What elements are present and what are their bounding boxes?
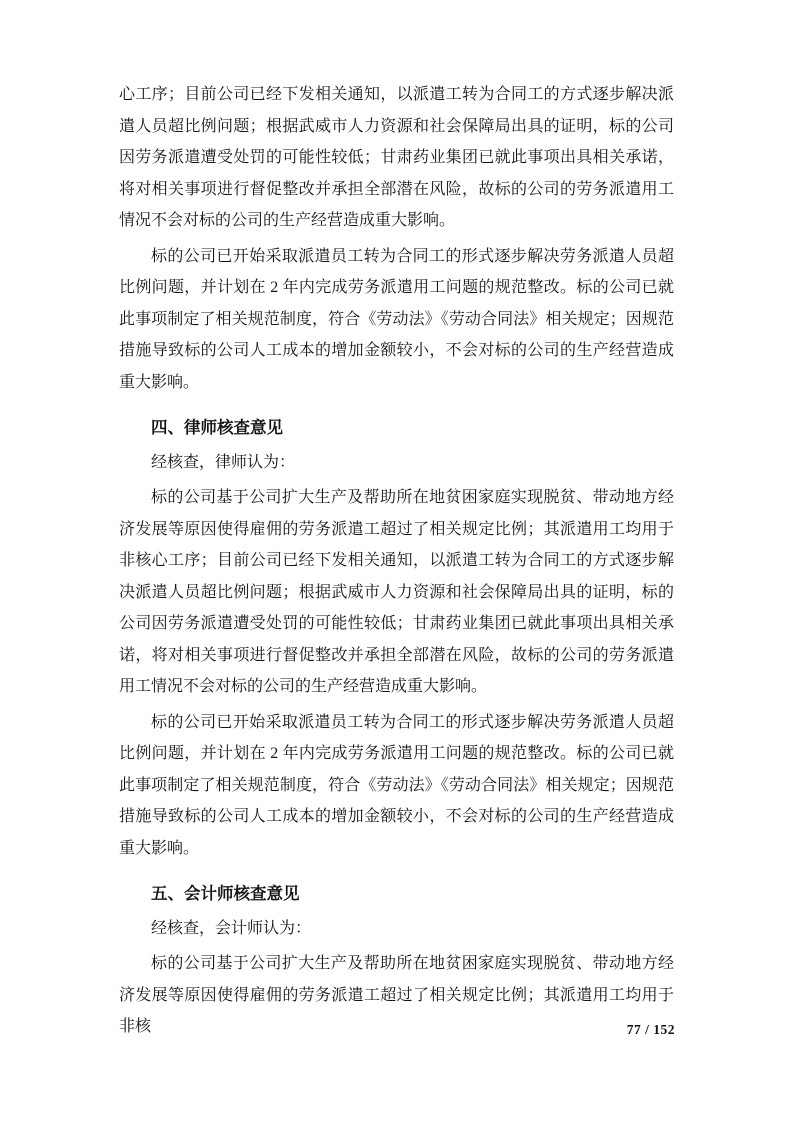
- body-paragraph-summary-continuation: 心工序；目前公司已经下发相关通知，以派遣工转为合同工的方式逐步解决派遣人员超比例问题；根据武威市人力资源和社会保障局出具的证明，标的公司因劳务派遣遭受处罚的可能性较低；甘肃药业集团已就此事项出具相关承诺，将对相关事项进行督促整改并承担全部潜在风险，故标的公司的劳务派遣用工情况不会对标的公司的生产经营造成重大影响。: [119, 86, 674, 229]
- page-number: 77 / 152: [626, 1022, 675, 1037]
- section-heading-accountant-opinion: 五、会计师核查意见: [151, 884, 300, 903]
- body-paragraph-lawyer-rectification: 标的公司已开始采取派遣员工转为合同工的形式逐步解决劳务派遣人员超比例问题，并计划在 2 年内完成劳务派遣用工问题的规范整改。标的公司已就此事项制定了相关规范制度，符合《劳动法》《劳动合同法》相关规定；因规范措施导致标的公司人工成本的增加金额较小，不会对标的公司的生产经营造成重大影响。: [119, 713, 674, 857]
- body-paragraph-rectification-plan: 标的公司已开始采取派遣员工转为合同工的形式逐步解决劳务派遣人员超比例问题，并计划在 2 年内完成劳务派遣用工问题的规范整改。标的公司已就此事项制定了相关规范制度，符合《劳动法》《劳动合同法》相关规定；因规范措施导致标的公司人工成本的增加金额较小，不会对标的公司的生产经营造成重大影响。: [119, 247, 674, 391]
- document-body: [119, 79, 674, 1047]
- body-paragraph-accountant-lead-in: 经核查，会计师认为：: [151, 919, 312, 937]
- body-paragraph-lawyer-finding: 标的公司基于公司扩大生产及帮助所在地贫困家庭实现脱贫、带动地方经济发展等原因使得雇佣的劳务派遣工超过了相关规定比例；其派遣用工均用于非核心工序；目前公司已经下发相关通知，以派遣工转为合同工的方式逐步解决派遣人员超比例问题；根据武威市人力资源和社会保障局出具的证明，标的公司因劳务派遣遭受处罚的可能性较低；甘肃药业集团已就此事项出具相关承诺，将对相关事项进行督促整改并承担全部潜在风险，故标的公司的劳务派遣用工情况不会对标的公司的生产经营造成重大影响。: [119, 489, 674, 695]
- body-paragraph-lawyer-lead-in: 经核查，律师认为：: [151, 453, 296, 471]
- body-paragraph-accountant-finding-truncated: 标的公司基于公司扩大生产及帮助所在地贫困家庭实现脱贫、带动地方经济发展等原因使得雇佣的劳务派遣工超过了相关规定比例；其派遣用工均用于非核: [119, 955, 674, 1035]
- section-heading-lawyer-opinion: 四、律师核查意见: [151, 418, 283, 437]
